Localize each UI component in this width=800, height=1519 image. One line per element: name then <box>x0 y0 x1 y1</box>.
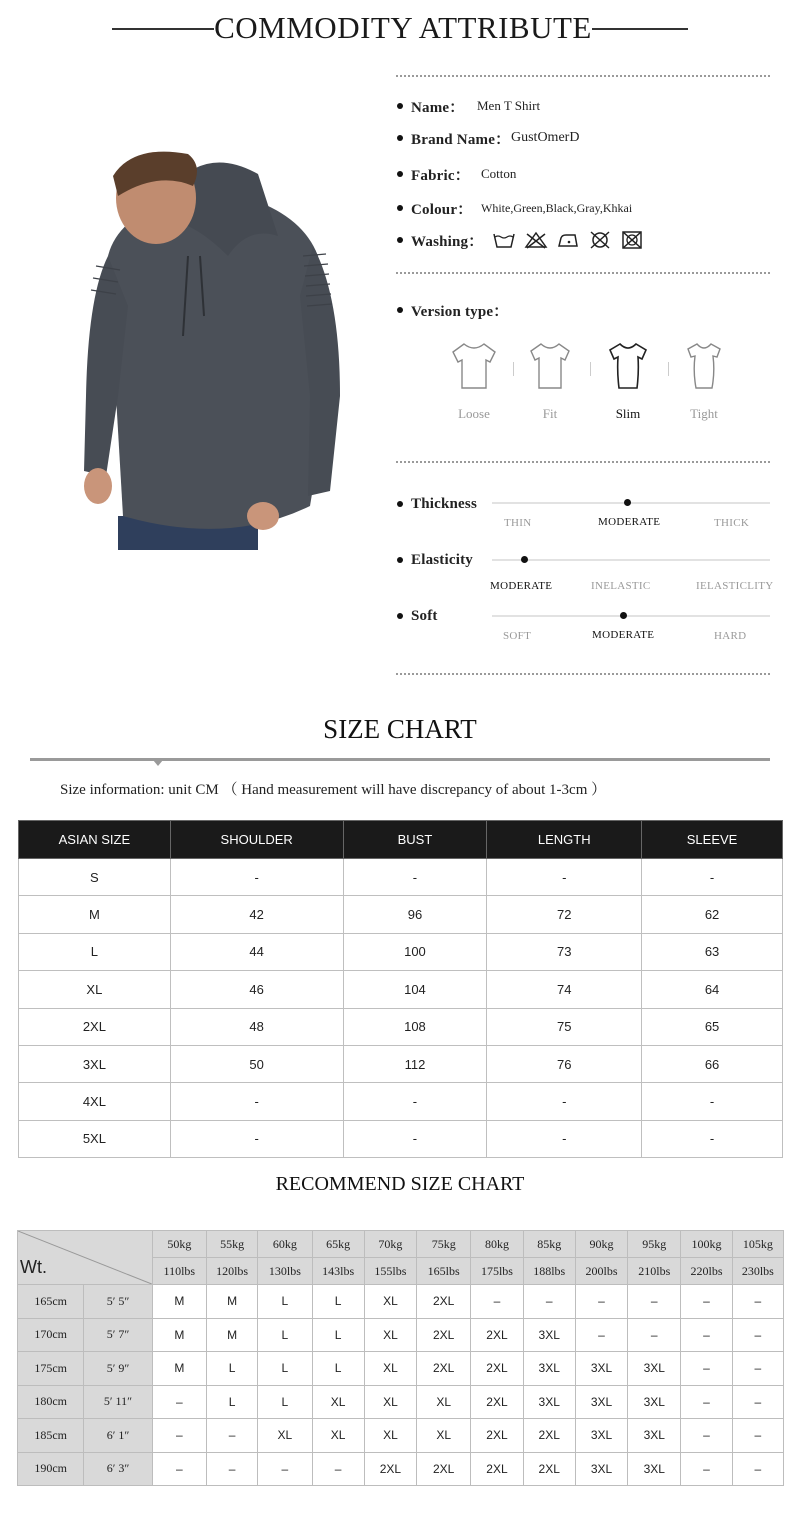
recommended-size-cell: – <box>732 1419 783 1453</box>
size-cell: XL <box>19 971 171 1008</box>
measure-cell: - <box>642 859 783 896</box>
elasticity-track <box>492 559 770 561</box>
no-tumble-dry-icon <box>588 230 612 250</box>
recommended-size-cell: XL <box>417 1385 471 1419</box>
weight-lbs-cell: 220lbs <box>681 1258 732 1285</box>
recommended-size-cell: 3XL <box>575 1419 627 1453</box>
measure-cell: 65 <box>642 1008 783 1045</box>
recommended-size-cell: XL <box>312 1419 364 1453</box>
recommended-size-cell: 2XL <box>364 1452 416 1486</box>
bullet-icon <box>397 613 403 619</box>
colour-value: White,Green,Black,Gray,Khkai <box>481 200 633 215</box>
tshirt-icon <box>679 340 729 392</box>
weight-kg-cell: 90kg <box>575 1231 627 1258</box>
thickness-option: THIN <box>504 517 532 529</box>
attr-washing <box>397 228 657 252</box>
recommended-size-cell: L <box>312 1318 364 1352</box>
recommended-size-cell: – <box>206 1452 257 1486</box>
iron-icon <box>556 230 580 250</box>
washing-label: Washing： <box>411 233 484 250</box>
header-sleeve: SLEEVE <box>642 821 783 859</box>
brand-value: GustOmerD <box>511 130 580 145</box>
separator <box>396 75 770 77</box>
recommended-size-cell: – <box>523 1285 575 1319</box>
soft-option-selected: MODERATE <box>592 629 655 641</box>
measure-cell: 64 <box>642 971 783 1008</box>
weight-kg-cell: 105kg <box>732 1231 783 1258</box>
measure-cell: - <box>487 1120 642 1157</box>
recommended-size-cell: XL <box>364 1352 416 1386</box>
recommended-size-cell: 3XL <box>523 1352 575 1386</box>
recommended-size-cell: L <box>312 1285 364 1319</box>
version-label-fit: Fit <box>542 406 558 421</box>
no-bleach-icon <box>524 230 548 250</box>
measure-cell: 72 <box>487 896 642 933</box>
table-row <box>18 1285 784 1319</box>
size-cell: 5XL <box>19 1120 171 1157</box>
recommended-size-cell: – <box>681 1419 732 1453</box>
recommended-size-cell: – <box>312 1452 364 1486</box>
divider <box>513 362 514 376</box>
size-chart-table <box>18 820 783 1158</box>
recommended-size-cell: M <box>152 1352 206 1386</box>
measure-cell: 44 <box>170 933 343 970</box>
weight-kg-cell: 85kg <box>523 1231 575 1258</box>
product-photo <box>78 146 344 550</box>
recommended-size-cell: – <box>681 1385 732 1419</box>
measure-cell: 42 <box>170 896 343 933</box>
recommended-size-cell: L <box>258 1352 312 1386</box>
weight-lbs-cell: 120lbs <box>206 1258 257 1285</box>
measure-cell: 104 <box>343 971 487 1008</box>
recommended-size-cell: L <box>258 1285 312 1319</box>
weight-kg-cell: 70kg <box>364 1231 416 1258</box>
separator <box>396 673 770 675</box>
table-row <box>19 971 783 1008</box>
recommended-size-cell: M <box>152 1318 206 1352</box>
weight-kg-cell: 80kg <box>471 1231 523 1258</box>
recommended-size-cell: – <box>628 1285 681 1319</box>
weight-kg-cell: 100kg <box>681 1231 732 1258</box>
weight-lbs-cell: 143lbs <box>312 1258 364 1285</box>
recommended-size-cell: 3XL <box>523 1385 575 1419</box>
soft-label: Soft <box>411 607 438 624</box>
table-row <box>18 1452 784 1486</box>
recommend-table <box>17 1230 784 1486</box>
brand-label: Brand Name： <box>411 131 511 148</box>
recommended-size-cell: – <box>628 1318 681 1352</box>
elasticity-marker <box>521 556 528 563</box>
recommended-size-cell: 2XL <box>471 1352 523 1386</box>
recommended-size-cell: – <box>152 1452 206 1486</box>
weight-lbs-cell: 210lbs <box>628 1258 681 1285</box>
soft-option: HARD <box>714 630 747 642</box>
bullet-icon <box>397 237 403 243</box>
recommended-size-cell: 2XL <box>417 1352 471 1386</box>
version-fit <box>520 340 580 422</box>
measure-cell: 66 <box>642 1045 783 1082</box>
height-ft-cell: 5′ 5″ <box>84 1285 152 1319</box>
divider <box>668 362 669 376</box>
recommended-size-cell: 3XL <box>575 1452 627 1486</box>
table-row <box>19 1045 783 1082</box>
measure-cell: - <box>343 859 487 896</box>
recommended-size-cell: 2XL <box>417 1318 471 1352</box>
header-asian-size: ASIAN SIZE <box>19 821 171 859</box>
soft-marker <box>620 612 627 619</box>
recommended-size-cell: 2XL <box>417 1285 471 1319</box>
recommended-size-cell: – <box>732 1285 783 1319</box>
recommended-size-cell: 2XL <box>417 1452 471 1486</box>
soft-track <box>492 615 770 617</box>
recommended-size-cell: – <box>681 1318 732 1352</box>
weight-kg-cell: 60kg <box>258 1231 312 1258</box>
height-ft-cell: 6′ 1″ <box>84 1419 152 1453</box>
recommended-size-cell: M <box>206 1285 257 1319</box>
measure-cell: - <box>642 1083 783 1120</box>
recommended-size-cell: – <box>681 1452 732 1486</box>
height-cm-cell: 165cm <box>18 1285 84 1319</box>
measure-cell: - <box>487 859 642 896</box>
recommended-size-cell: – <box>681 1285 732 1319</box>
recommended-size-cell: 2XL <box>471 1385 523 1419</box>
attr-soft <box>397 604 438 628</box>
divider <box>590 362 591 376</box>
recommend-kg-row <box>18 1231 784 1258</box>
tshirt-icon <box>603 340 653 392</box>
tshirt-icon <box>525 340 575 392</box>
table-row <box>18 1419 784 1453</box>
attr-brand <box>397 126 580 150</box>
recommended-size-cell: M <box>206 1318 257 1352</box>
recommended-size-cell: M <box>152 1285 206 1319</box>
elasticity-option: IELASTICLITY <box>696 580 774 592</box>
header-bust: BUST <box>343 821 487 859</box>
recommended-size-cell: – <box>575 1318 627 1352</box>
thickness-option: THICK <box>714 517 750 529</box>
size-cell: 2XL <box>19 1008 171 1045</box>
recommended-size-cell: – <box>681 1352 732 1386</box>
thickness-marker <box>624 499 631 506</box>
no-dry-clean-icon <box>620 230 644 250</box>
table-row <box>19 1008 783 1045</box>
size-chart-rule <box>30 758 770 761</box>
table-row <box>18 1318 784 1352</box>
table-row <box>19 896 783 933</box>
measure-cell: 100 <box>343 933 487 970</box>
measure-cell: - <box>170 1120 343 1157</box>
size-cell: S <box>19 859 171 896</box>
recommended-size-cell: XL <box>364 1419 416 1453</box>
measure-cell: 63 <box>642 933 783 970</box>
elasticity-option: INELASTIC <box>591 580 651 592</box>
title-rule-left <box>112 28 214 30</box>
table-row <box>18 1352 784 1386</box>
measure-cell: 73 <box>487 933 642 970</box>
weight-corner-cell <box>18 1231 153 1285</box>
recommended-size-cell: 3XL <box>575 1385 627 1419</box>
version-label-tight: Tight <box>690 406 718 421</box>
header-shoulder: SHOULDER <box>170 821 343 859</box>
weight-kg-cell: 50kg <box>152 1231 206 1258</box>
weight-kg-cell: 95kg <box>628 1231 681 1258</box>
version-loose <box>444 340 504 422</box>
measure-cell: - <box>170 1083 343 1120</box>
recommended-size-cell: – <box>732 1385 783 1419</box>
bullet-icon <box>397 103 403 109</box>
weight-lbs-cell: 155lbs <box>364 1258 416 1285</box>
attr-version <box>397 298 508 322</box>
recommended-size-cell: – <box>732 1452 783 1486</box>
recommended-size-cell: L <box>206 1385 257 1419</box>
version-tight <box>674 340 734 422</box>
recommended-size-cell: XL <box>364 1318 416 1352</box>
elasticity-label: Elasticity <box>411 551 473 568</box>
measure-cell: 62 <box>642 896 783 933</box>
weight-lbs-cell: 230lbs <box>732 1258 783 1285</box>
recommended-size-cell: 2XL <box>523 1419 575 1453</box>
recommended-size-cell: – <box>152 1385 206 1419</box>
measure-cell: 46 <box>170 971 343 1008</box>
weight-kg-cell: 65kg <box>312 1231 364 1258</box>
bullet-icon <box>397 501 403 507</box>
measure-cell: 112 <box>343 1045 487 1082</box>
measure-cell: - <box>487 1083 642 1120</box>
measure-cell: 75 <box>487 1008 642 1045</box>
weight-kg-cell: 55kg <box>206 1231 257 1258</box>
washing-icons <box>492 230 644 250</box>
recommended-size-cell: XL <box>258 1419 312 1453</box>
table-row <box>19 859 783 896</box>
version-types <box>440 340 760 430</box>
size-cell: M <box>19 896 171 933</box>
height-ft-cell: 5′ 11″ <box>84 1385 152 1419</box>
colour-label: Colour： <box>411 201 473 218</box>
weight-lbs-cell: 200lbs <box>575 1258 627 1285</box>
recommended-size-cell: – <box>732 1318 783 1352</box>
attr-name <box>397 94 541 118</box>
recommended-size-cell: – <box>575 1285 627 1319</box>
tshirt-icon <box>449 340 499 392</box>
recommended-size-cell: – <box>152 1419 206 1453</box>
weight-lbs-cell: 110lbs <box>152 1258 206 1285</box>
measure-cell: 76 <box>487 1045 642 1082</box>
recommended-size-cell: L <box>258 1385 312 1419</box>
measure-cell: - <box>343 1083 487 1120</box>
header-length: LENGTH <box>487 821 642 859</box>
measure-cell: - <box>343 1120 487 1157</box>
version-label-slim: Slim <box>615 406 641 421</box>
table-row <box>19 1120 783 1157</box>
wash-tub-icon <box>492 230 516 250</box>
recommended-size-cell: L <box>206 1352 257 1386</box>
bullet-icon <box>397 171 403 177</box>
height-ft-cell: 6′ 3″ <box>84 1452 152 1486</box>
bullet-icon <box>397 307 403 313</box>
attr-colour <box>397 196 633 220</box>
recommended-size-cell: L <box>312 1352 364 1386</box>
recommended-size-cell: – <box>732 1352 783 1386</box>
recommended-size-cell: – <box>471 1285 523 1319</box>
name-value: Men T Shirt <box>477 98 541 113</box>
recommended-size-cell: XL <box>312 1385 364 1419</box>
recommended-size-cell: 3XL <box>628 1352 681 1386</box>
version-label: Version type： <box>411 303 509 320</box>
recommend-chart-title: RECOMMEND SIZE CHART <box>275 1173 525 1195</box>
weight-kg-cell: 75kg <box>417 1231 471 1258</box>
separator <box>396 461 770 463</box>
table-row <box>18 1385 784 1419</box>
height-cm-cell: 175cm <box>18 1352 84 1386</box>
separator <box>396 272 770 274</box>
recommended-size-cell: 3XL <box>628 1419 681 1453</box>
recommended-size-cell: 3XL <box>628 1385 681 1419</box>
size-cell: 4XL <box>19 1083 171 1120</box>
weight-lbs-cell: 188lbs <box>523 1258 575 1285</box>
recommended-size-cell: 3XL <box>575 1352 627 1386</box>
thickness-track <box>492 502 770 504</box>
table-row <box>19 1083 783 1120</box>
attr-elasticity <box>397 548 473 572</box>
attr-fabric <box>397 162 517 186</box>
size-cell: 3XL <box>19 1045 171 1082</box>
title-rule-right <box>592 28 688 30</box>
size-cell: L <box>19 933 171 970</box>
bullet-icon <box>397 135 403 141</box>
measure-cell: - <box>642 1120 783 1157</box>
height-ft-cell: 5′ 7″ <box>84 1318 152 1352</box>
measure-cell: 108 <box>343 1008 487 1045</box>
recommended-size-cell: XL <box>364 1285 416 1319</box>
measure-cell: 50 <box>170 1045 343 1082</box>
thickness-label: Thickness <box>411 495 477 512</box>
table-row <box>19 933 783 970</box>
size-info-text: Size information: unit CM （ Hand measurement will have discrepancy of about 1-3cm ） <box>60 782 607 798</box>
measure-cell: 48 <box>170 1008 343 1045</box>
height-cm-cell: 190cm <box>18 1452 84 1486</box>
recommended-size-cell: 2XL <box>471 1452 523 1486</box>
recommended-size-cell: L <box>258 1318 312 1352</box>
recommended-size-cell: XL <box>364 1385 416 1419</box>
recommended-size-cell: – <box>206 1419 257 1453</box>
recommended-size-cell: 3XL <box>628 1452 681 1486</box>
recommended-size-cell: – <box>258 1452 312 1486</box>
commodity-title <box>0 8 800 48</box>
recommended-size-cell: 2XL <box>471 1419 523 1453</box>
recommended-size-cell: 2XL <box>471 1318 523 1352</box>
thickness-option-selected: MODERATE <box>598 516 661 528</box>
bullet-icon <box>397 557 403 563</box>
bullet-icon <box>397 205 403 211</box>
recommended-size-cell: XL <box>417 1419 471 1453</box>
weight-lbs-cell: 165lbs <box>417 1258 471 1285</box>
elasticity-option-selected: MODERATE <box>490 580 553 592</box>
version-label-loose: Loose <box>458 406 490 421</box>
size-chart-title: SIZE CHART <box>323 714 477 744</box>
weight-corner-label: Wt. <box>20 1257 47 1277</box>
recommended-size-cell: 2XL <box>523 1452 575 1486</box>
size-chart-rule-notch <box>153 760 163 766</box>
height-cm-cell: 180cm <box>18 1385 84 1419</box>
height-cm-cell: 170cm <box>18 1318 84 1352</box>
height-ft-cell: 5′ 9″ <box>84 1352 152 1386</box>
attr-thickness <box>397 492 477 516</box>
fabric-label: Fabric： <box>411 167 470 184</box>
name-label: Name： <box>411 99 465 116</box>
soft-option: SOFT <box>503 630 532 642</box>
version-slim <box>598 340 658 422</box>
measure-cell: 74 <box>487 971 642 1008</box>
weight-lbs-cell: 175lbs <box>471 1258 523 1285</box>
measure-cell: 96 <box>343 896 487 933</box>
height-cm-cell: 185cm <box>18 1419 84 1453</box>
recommended-size-cell: 3XL <box>523 1318 575 1352</box>
measure-cell: - <box>170 859 343 896</box>
size-header-row <box>19 821 783 859</box>
weight-lbs-cell: 130lbs <box>258 1258 312 1285</box>
fabric-value: Cotton <box>481 166 517 181</box>
commodity-title-text: COMMODITY ATTRIBUTE <box>214 10 592 45</box>
